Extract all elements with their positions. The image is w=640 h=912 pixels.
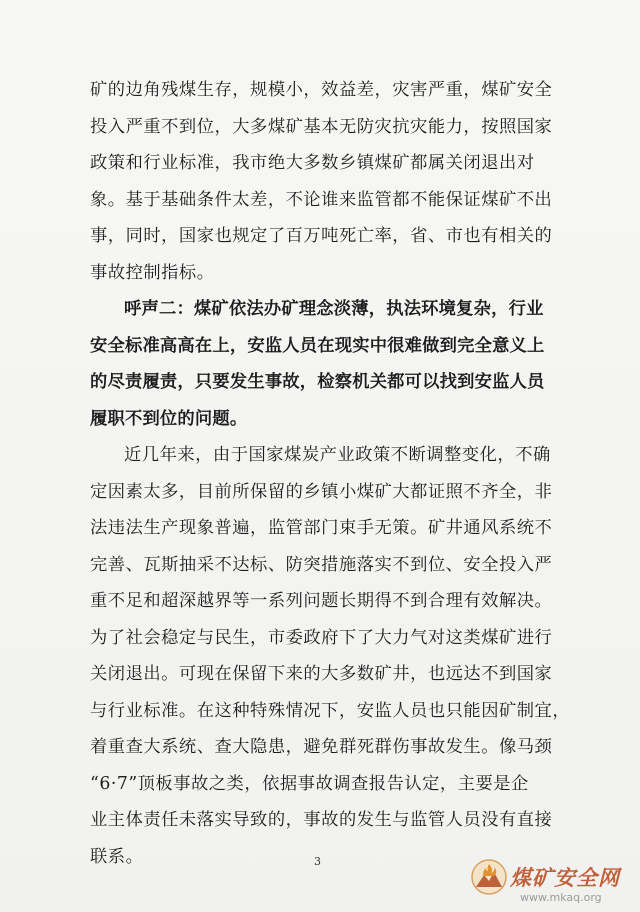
text-line: 呼声二：煤矿依法办矿理念淡薄，执法环境复杂，行业 (124, 299, 544, 319)
page-number: 3 (314, 855, 321, 868)
text-line: 事，同时，国家也规定了百万吨死亡率，省、市也有相关的 (90, 226, 553, 246)
text-line: 着重查大系统、查大隐患，避免群死群伤事故发生。像马颈 (90, 737, 553, 757)
text-line: 关闭退出。可现在保留下来的大多数矿井，也远达不到国家 (90, 664, 553, 684)
text-line: 的尽责履责，只要发生事故，检察机关都可以找到安监人员 (90, 372, 545, 392)
text-line: 定因素太多，目前所保留的乡镇小煤矿大都证照不齐全，非 (90, 481, 553, 502)
text-line: 与行业标准。在这种特殊情况下，安监人员也只能因矿制宜， (90, 700, 571, 721)
text-line: 近几年来，由于国家煤炭产业政策不断调整变化，不确 (124, 445, 551, 465)
watermark-title: 煤矿安全网 (510, 866, 620, 890)
text-line: 履职不到位的问题。 (90, 408, 248, 429)
text-line: 投入严重不到位，大多煤矿基本无防灾抗灾能力，按照国家 (90, 116, 553, 137)
watermark (470, 858, 636, 908)
text-line: “6·7”顶板事故之类，依据事故调查报告认定，主要是企 (90, 773, 529, 794)
mountain-flame-icon (470, 858, 508, 896)
text-line: 法违法生产现象普遍，监管部门束手无策。矿井通风系统不 (90, 518, 553, 538)
watermark-url: www.mkaq.org (520, 891, 602, 904)
text-line: 政策和行业标准，我市绝大多数乡镇煤矿都属关闭退出对 (90, 153, 535, 173)
text-line: 完善、瓦斯抽采不达标、防突措施落实不到位、安全投入严 (90, 554, 553, 575)
text-line: 业主体责任未落实导致的，事故的发生与监管人员没有直接 (90, 810, 553, 830)
text-line: 为了社会稳定与民生，市委政府下了大力气对这类煤矿进行 (90, 627, 553, 648)
text-line: 事故控制指标。 (90, 262, 215, 283)
text-line: 重不足和超深越界等一系列问题长期得不到合理有效解决。 (90, 591, 553, 611)
text-line: 联系。 (90, 846, 144, 867)
text-line: 象。基于基础条件太差，不论谁来监管都不能保证煤矿不出 (90, 189, 553, 210)
document-body (90, 72, 571, 875)
text-line: 矿的边角残煤生存，规模小，效益差，灾害严重，煤矿安全 (90, 80, 553, 100)
text-line: 安全标准高高在上，安监人员在现实中很难做到完全意义上 (90, 335, 545, 356)
